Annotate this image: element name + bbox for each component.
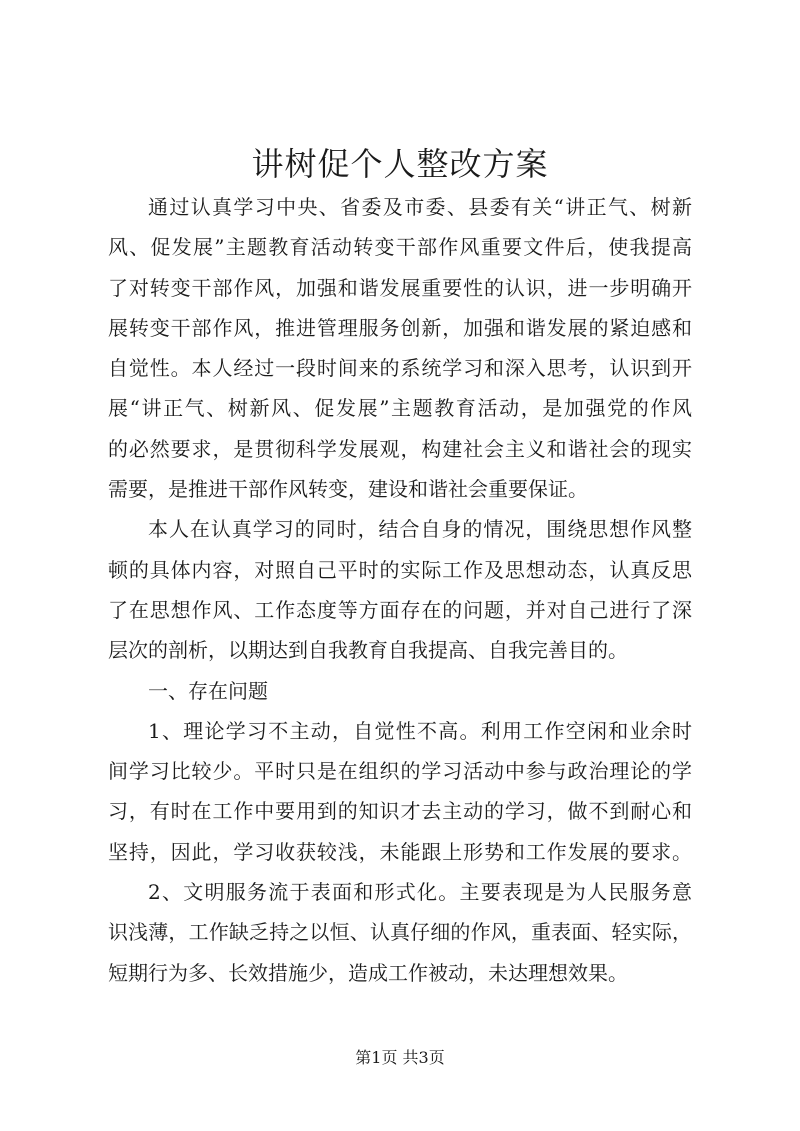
paragraph-line: 展“讲正气、树新风、促发展”主题教育活动，是加强党的作风 <box>108 396 692 421</box>
paragraph-line: 展转变干部作风，推进管理服务创新，加强和谐发展的紧迫感和 <box>108 315 692 340</box>
paragraph-line: 短期行为多、长效措施少，造成工作被动，未达理想效果。 <box>108 960 628 985</box>
paragraph-line: 习，有时在工作中要用到的知识才去主动的学习，做不到耐心和 <box>108 799 692 824</box>
paragraph-line: 2、文明服务流于表面和形式化。主要表现是为人民服务意 <box>148 880 692 905</box>
paragraph-line: 识浅薄，工作缺乏持之以恒、认真仔细的作风，重表面、轻实际， <box>108 920 692 945</box>
paragraph-line: 了对转变干部作风，加强和谐发展重要性的认识，进一步明确开 <box>108 275 692 300</box>
paragraph-line: 坚持，因此，学习收获较浅，未能跟上形势和工作发展的要求。 <box>108 839 692 864</box>
document-body <box>108 187 692 993</box>
paragraph-line: 本人在认真学习的同时，结合自身的情况，围绕思想作风整 <box>148 517 692 542</box>
paragraph-line: 层次的剖析，以期达到自我教育自我提高、自我完善目的。 <box>108 638 628 663</box>
paragraph-line: 1、理论学习不主动，自觉性不高。利用工作空闲和业余时 <box>148 718 692 743</box>
paragraph-line: 自觉性。本人经过一段时间来的系统学习和深入思考，认识到开 <box>108 356 692 381</box>
paragraph-line: 的必然要求，是贯彻科学发展观，构建社会主义和谐社会的现实 <box>108 436 692 461</box>
page-number: 第1页 共3页 <box>355 1048 445 1067</box>
document-title: 讲树促个人整改方案 <box>251 145 549 183</box>
section-heading: 一、存在问题 <box>148 678 268 703</box>
paragraph-line: 风、促发展”主题教育活动转变干部作风重要文件后，使我提高 <box>108 235 692 260</box>
paragraph-line: 了在思想作风、工作态度等方面存在的问题，并对自己进行了深 <box>108 597 692 622</box>
paragraph-line: 顿的具体内容，对照自己平时的实际工作及思想动态，认真反思 <box>108 557 692 582</box>
paragraph-line: 间学习比较少。平时只是在组织的学习活动中参与政治理论的学 <box>108 759 692 784</box>
paragraph-line: 需要，是推进干部作风转变，建设和谐社会重要保证。 <box>108 477 588 502</box>
paragraph-line: 通过认真学习中央、省委及市委、县委有关“讲正气、树新 <box>148 195 692 219</box>
